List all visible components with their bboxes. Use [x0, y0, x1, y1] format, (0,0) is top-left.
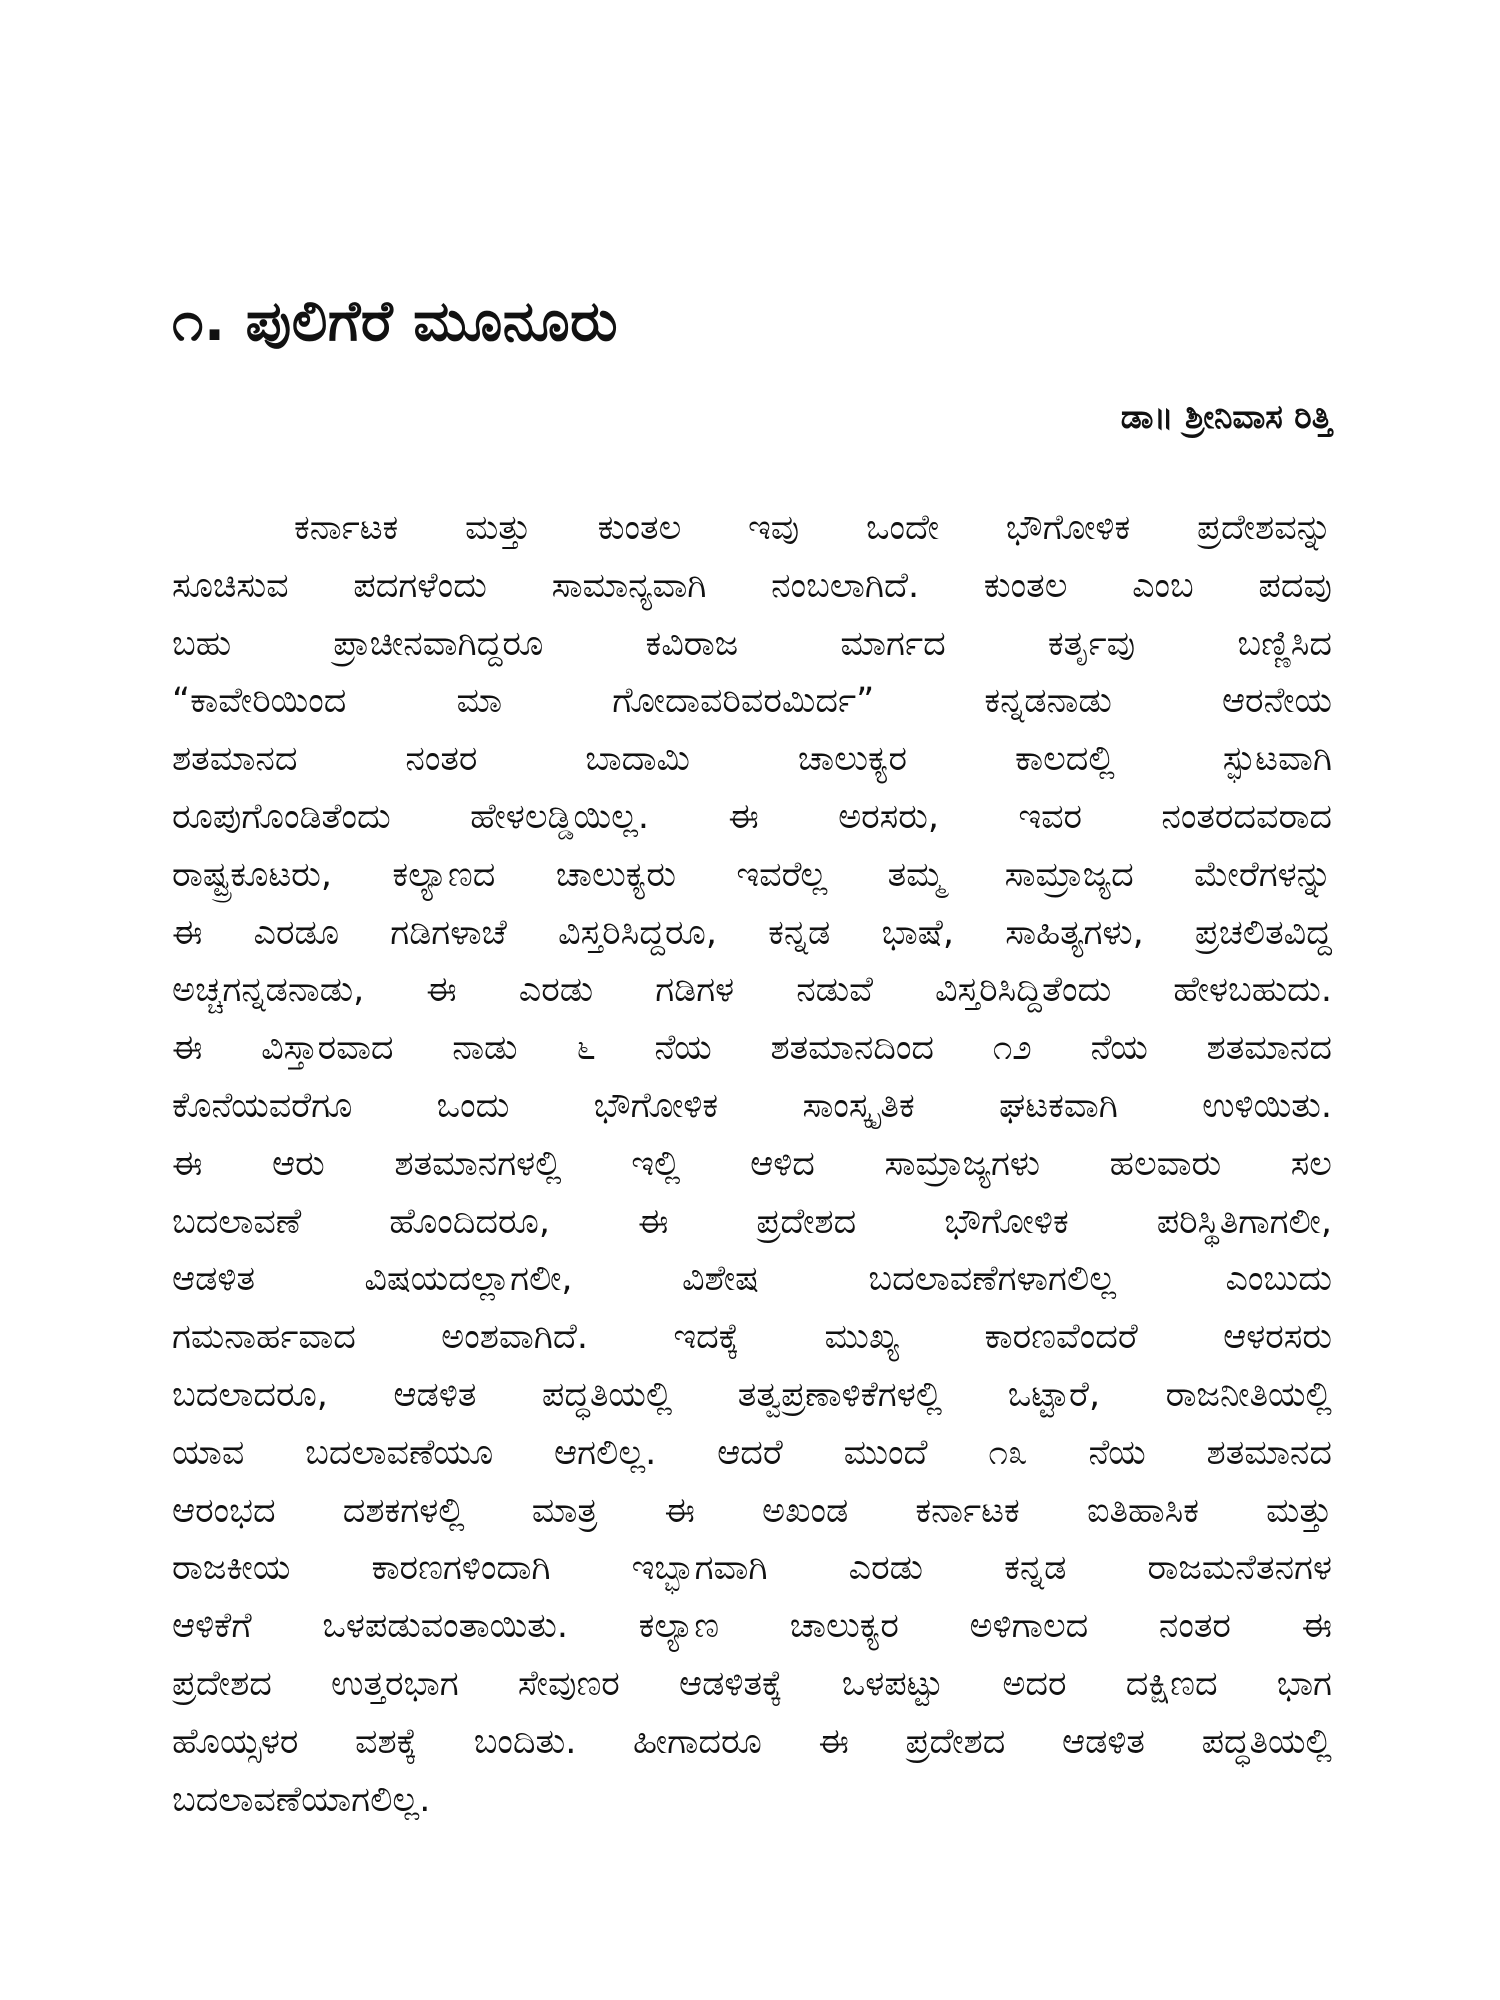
paragraph-line: ರಾಷ್ಟ್ರಕೂಟರು, ಕಲ್ಯಾಣದ ಚಾಲುಕ್ಯರು ಇವರೆಲ್ಲ ತಮ್ಮ ಸಾಮ್ರಾಜ್ಯದ ಮೇರೆಗಳನ್ನು	[172, 854, 1332, 895]
paragraph-line: ಪ್ರದೇಶದ ಉತ್ತರಭಾಗ ಸೇವುಣರ ಆಡಳಿತಕ್ಕೆ ಒಳಪಟ್ಟು ಅದರ ದಕ್ಷಿಣದ ಭಾಗ	[172, 1663, 1332, 1704]
paragraph-line: ಸೂಚಿಸುವ ಪದಗಳೆಂದು ಸಾಮಾನ್ಯವಾಗಿ ನಂಬಲಾಗಿದೆ. ಕುಂತಲ ಎಂಬ ಪದವು	[172, 565, 1332, 606]
paragraph-line: ಕರ್ನಾಟಕ ಮತ್ತು ಕುಂತಲ ಇವು ಒಂದೇ ಭೌಗೋಳಿಕ ಪ್ರದೇಶವನ್ನು	[294, 508, 1332, 548]
paragraph-line: ಕೊನೆಯವರೆಗೂ ಒಂದು ಭೌಗೋಳಿಕ ಸಾಂಸ್ಕೃತಿಕ ಘಟಕವಾಗಿ ಉಳಿಯಿತು.	[172, 1085, 1332, 1126]
paragraph-line: ಶತಮಾನದ ನಂತರ ಬಾದಾಮಿ ಚಾಲುಕ್ಯರ ಕಾಲದಲ್ಲಿ ಸ್ಫುಟವಾಗಿ	[172, 739, 1332, 780]
chapter-title: ೧. ಪುಲಿಗೆರೆ ಮೂನೂರು	[172, 289, 619, 354]
paragraph-line: ಈ ಆರು ಶತಮಾನಗಳಲ್ಲಿ ಇಲ್ಲಿ ಆಳಿದ ಸಾಮ್ರಾಜ್ಯಗಳು ಹಲವಾರು ಸಲ	[172, 1143, 1332, 1184]
author-name: ಡಾ॥ ಶ್ರೀನಿವಾಸ ರಿತ್ತಿ	[1120, 397, 1332, 436]
paragraph-line: ಗಮನಾರ್ಹವಾದ ಅಂಶವಾಗಿದೆ. ಇದಕ್ಕೆ ಮುಖ್ಯ ಕಾರಣವೆಂದರೆ ಆಳರಸರು	[172, 1317, 1332, 1358]
paragraph-line: ಆಡಳಿತ ವಿಷಯದಲ್ಲಾಗಲೀ, ವಿಶೇಷ ಬದಲಾವಣೆಗಳಾಗಲಿಲ್ಲ ಎಂಬುದು	[172, 1259, 1332, 1300]
paragraph-line: ಆಳಿಕೆಗೆ ಒಳಪಡುವಂತಾಯಿತು. ಕಲ್ಯಾಣ ಚಾಲುಕ್ಯರ ಅಳಿಗಾಲದ ನಂತರ ಈ	[172, 1606, 1332, 1647]
paragraph-line: ಬಹು ಪ್ರಾಚೀನವಾಗಿದ್ದರೂ ಕವಿರಾಜ ಮಾರ್ಗದ ಕರ್ತೃವು ಬಣ್ಣಿಸಿದ	[172, 623, 1332, 664]
paragraph-line: ಹೊಯ್ಸಳರ ವಶಕ್ಕೆ ಬಂದಿತು. ಹೀಗಾದರೂ ಈ ಪ್ರದೇಶದ ಆಡಳಿತ ಪದ್ಧತಿಯಲ್ಲಿ	[172, 1721, 1332, 1762]
paragraph-line: ರೂಪುಗೊಂಡಿತೆಂದು ಹೇಳಲಡ್ಡಿಯಿಲ್ಲ. ಈ ಅರಸರು, ಇವರ ನಂತರದವರಾದ	[172, 796, 1332, 837]
body-paragraph	[172, 500, 1332, 1940]
paragraph-line: ಅಚ್ಚಗನ್ನಡನಾಡು, ಈ ಎರಡು ಗಡಿಗಳ ನಡುವೆ ವಿಸ್ತರಿಸಿದ್ದಿತೆಂದು ಹೇಳಬಹುದು.	[172, 970, 1332, 1011]
paragraph-line: ಬದಲಾದರೂ, ಆಡಳಿತ ಪದ್ಧತಿಯಲ್ಲಿ ತತ್ವಪ್ರಣಾಳಿಕೆಗಳಲ್ಲಿ ಒಟ್ಟಾರೆ, ರಾಜನೀತಿಯಲ್ಲಿ	[172, 1374, 1332, 1415]
paragraph-line: ರಾಜಕೀಯ ಕಾರಣಗಳಿಂದಾಗಿ ಇಬ್ಭಾಗವಾಗಿ ಎರಡು ಕನ್ನಡ ರಾಜಮನೆತನಗಳ	[172, 1548, 1332, 1589]
paragraph-line: ಈ ವಿಸ್ತಾರವಾದ ನಾಡು ೬ ನೆಯ ಶತಮಾನದಿಂದ ೧೨ ನೆಯ ಶತಮಾನದ	[172, 1028, 1332, 1069]
paragraph-line: “ಕಾವೇರಿಯಿಂದ ಮಾ ಗೋದಾವರಿವರಮಿರ್ದ” ಕನ್ನಡನಾಡು ಆರನೇಯ	[172, 681, 1332, 722]
paragraph-line: ಯಾವ ಬದಲಾವಣೆಯೂ ಆಗಲಿಲ್ಲ. ಆದರೆ ಮುಂದೆ ೧೩ ನೆಯ ಶತಮಾನದ	[172, 1432, 1332, 1473]
paragraph-line: ಬದಲಾವಣೆಯಾಗಲಿಲ್ಲ.	[172, 1779, 431, 1820]
paragraph-line: ಬದಲಾವಣೆ ಹೊಂದಿದರೂ, ಈ ಪ್ರದೇಶದ ಭೌಗೋಳಿಕ ಪರಿಸ್ಥಿತಿಗಾಗಲೀ,	[172, 1201, 1332, 1242]
paragraph-line: ಈ ಎರಡೂ ಗಡಿಗಳಾಚೆ ವಿಸ್ತರಿಸಿದ್ದರೂ, ಕನ್ನಡ ಭಾಷೆ, ಸಾಹಿತ್ಯಗಳು, ಪ್ರಚಲಿತವಿದ್ದ	[172, 912, 1332, 953]
paragraph-line: ಆರಂಭದ ದಶಕಗಳಲ್ಲಿ ಮಾತ್ರ ಈ ಅಖಂಡ ಕರ್ನಾಟಕ ಐತಿಹಾಸಿಕ ಮತ್ತು	[172, 1490, 1332, 1531]
